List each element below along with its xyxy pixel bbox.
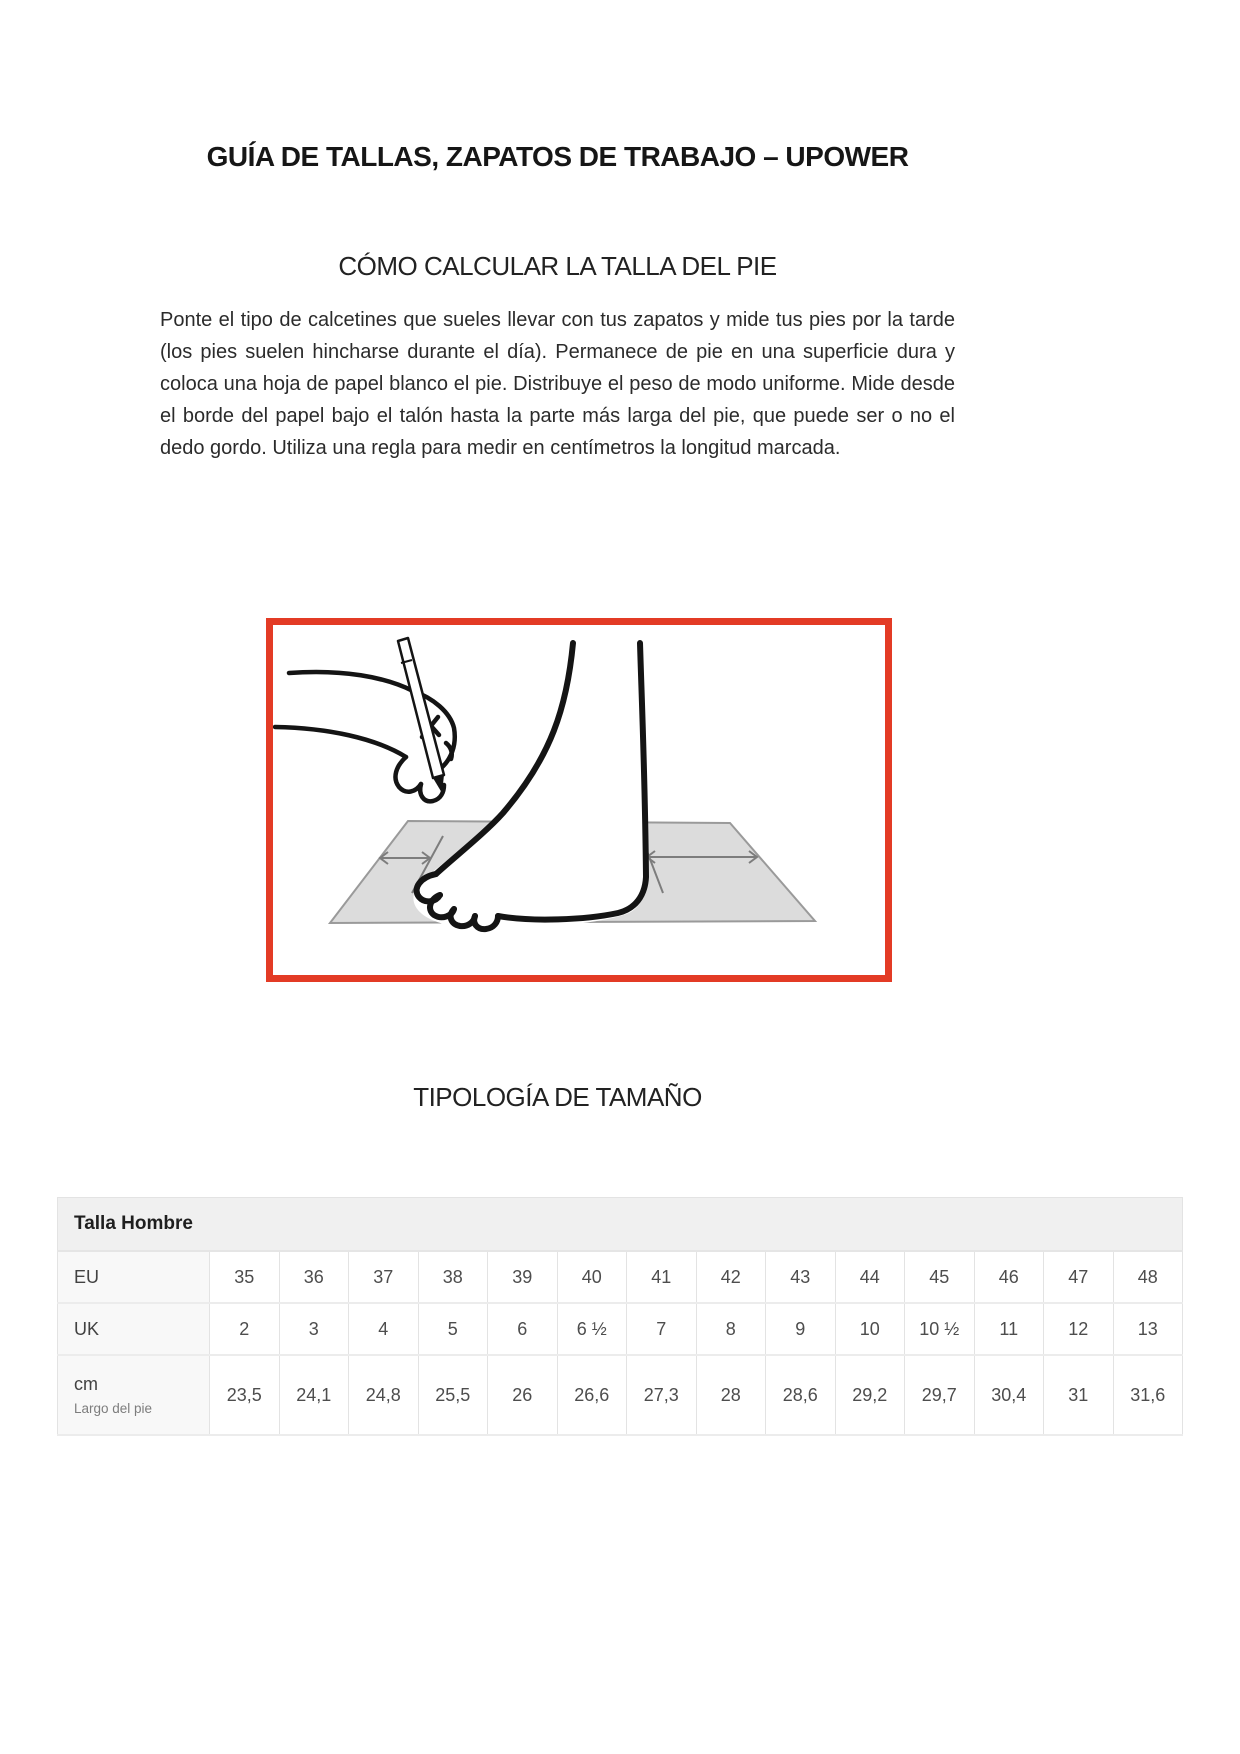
cm-size-cell: 31: [1044, 1355, 1114, 1435]
eu-size-cell: 37: [349, 1251, 419, 1303]
eu-size-cell: 47: [1044, 1251, 1114, 1303]
cm-size-cell: 29,2: [835, 1355, 905, 1435]
uk-size-cell: 10: [835, 1303, 905, 1355]
eu-size-cell: 48: [1113, 1251, 1183, 1303]
cm-label: cm: [74, 1374, 98, 1394]
uk-size-cell: 13: [1113, 1303, 1183, 1355]
row-label-cm: [58, 1355, 210, 1435]
cm-size-cell: 25,5: [418, 1355, 488, 1435]
uk-size-cell: 9: [766, 1303, 836, 1355]
size-table-header-row: [58, 1198, 1183, 1252]
eu-size-cell: 42: [696, 1251, 766, 1303]
uk-size-cell: 11: [974, 1303, 1044, 1355]
eu-size-cell: 46: [974, 1251, 1044, 1303]
uk-size-cell: 2: [210, 1303, 280, 1355]
uk-size-cell: 7: [627, 1303, 697, 1355]
eu-size-cell: 44: [835, 1251, 905, 1303]
uk-size-cell: 6 ½: [557, 1303, 627, 1355]
intro-paragraph: Ponte el tipo de calcetines que sueles llevar con tus zapatos y mide tus pies por la tarde (los pies suelen hincharse durante el día). Permanece de pie en una superficie dura y coloca una hoja de papel blanco el pie. Distribuye el peso de modo uniforme. Mide desde el borde del papel bajo el talón hasta la parte más larga del pie, que puede ser o no el dedo gordo. Utiliza una regla para medir en centímetros la longitud marcada.: [160, 309, 955, 459]
eu-size-cell: 40: [557, 1251, 627, 1303]
table-row-cm: [58, 1355, 1183, 1435]
cm-size-cell: 31,6: [1113, 1355, 1183, 1435]
cm-size-cell: 28,6: [766, 1355, 836, 1435]
uk-size-cell: 3: [279, 1303, 349, 1355]
page-title: GUÍA DE TALLAS, ZAPATOS DE TRABAJO – UPOWER: [206, 141, 909, 172]
cm-size-cell: 24,8: [349, 1355, 419, 1435]
eu-size-cell: 36: [279, 1251, 349, 1303]
cm-size-cell: 24,1: [279, 1355, 349, 1435]
cm-size-cell: 28: [696, 1355, 766, 1435]
how-to-measure-heading: CÓMO CALCULAR LA TALLA DEL PIE: [338, 251, 777, 281]
size-typology-heading: TIPOLOGÍA DE TAMAÑO: [413, 1082, 702, 1112]
cm-size-cell: 27,3: [627, 1355, 697, 1435]
eu-size-cell: 43: [766, 1251, 836, 1303]
eu-size-cell: 39: [488, 1251, 558, 1303]
uk-size-cell: 10 ½: [905, 1303, 975, 1355]
foot-measuring-figure: [266, 618, 892, 982]
size-table-title: Talla Hombre: [58, 1198, 1183, 1252]
eu-size-cell: 41: [627, 1251, 697, 1303]
uk-size-cell: 5: [418, 1303, 488, 1355]
cm-size-cell: 26: [488, 1355, 558, 1435]
eu-size-cell: 38: [418, 1251, 488, 1303]
eu-size-cell: 35: [210, 1251, 280, 1303]
table-row-uk: [58, 1303, 1183, 1355]
uk-size-cell: 12: [1044, 1303, 1114, 1355]
row-label-eu: EU: [58, 1251, 210, 1303]
cm-size-cell: 30,4: [974, 1355, 1044, 1435]
foot-length-sublabel: Largo del pie: [74, 1401, 153, 1416]
uk-size-cell: 8: [696, 1303, 766, 1355]
table-row-eu: [58, 1251, 1183, 1303]
uk-size-cell: 6: [488, 1303, 558, 1355]
foot-measuring-illustration: [273, 625, 885, 975]
uk-size-cell: 4: [349, 1303, 419, 1355]
size-table: [57, 1197, 1183, 1436]
eu-size-cell: 45: [905, 1251, 975, 1303]
cm-size-cell: 23,5: [210, 1355, 280, 1435]
cm-size-cell: 29,7: [905, 1355, 975, 1435]
cm-size-cell: 26,6: [557, 1355, 627, 1435]
row-label-uk: UK: [58, 1303, 210, 1355]
